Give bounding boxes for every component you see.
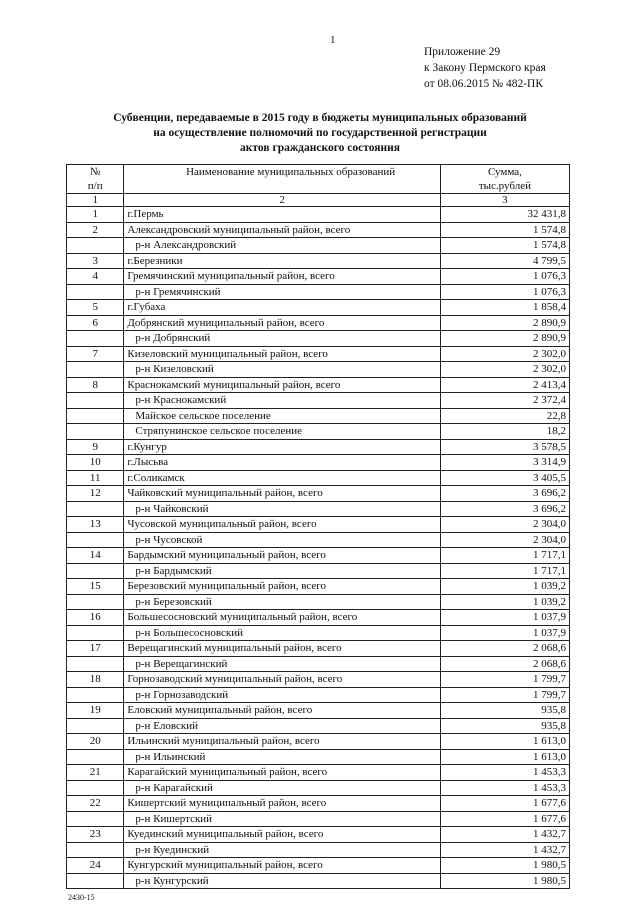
row-sum: 2 302,0 xyxy=(440,362,569,378)
table-row xyxy=(67,563,570,579)
row-sum: 2 068,6 xyxy=(440,641,569,657)
row-num xyxy=(67,687,124,703)
row-name: р-н Верещагинский xyxy=(124,656,440,672)
row-sum: 935,8 xyxy=(440,703,569,719)
appendix-line1: Приложение 29 xyxy=(424,46,501,58)
header-num-line2: п/п xyxy=(87,180,103,192)
column-number-1: 1 xyxy=(67,194,124,207)
row-num: 2 xyxy=(67,222,124,238)
table-row xyxy=(67,517,570,533)
row-num: 21 xyxy=(67,765,124,781)
row-num: 11 xyxy=(67,470,124,486)
row-name: г.Лысьва xyxy=(124,455,440,471)
row-name: р-н Кишертский xyxy=(124,811,440,827)
row-sum: 1 677,6 xyxy=(440,796,569,812)
row-num: 13 xyxy=(67,517,124,533)
row-sum: 1 799,7 xyxy=(440,687,569,703)
row-sum: 4 799,5 xyxy=(440,253,569,269)
row-num: 7 xyxy=(67,346,124,362)
row-sum: 1 613,0 xyxy=(440,749,569,765)
row-sum: 1 574,8 xyxy=(440,222,569,238)
row-num: 4 xyxy=(67,269,124,285)
row-name: р-н Ильинский xyxy=(124,749,440,765)
row-num xyxy=(67,393,124,409)
table-row xyxy=(67,269,570,285)
table-row xyxy=(67,284,570,300)
row-sum: 1 799,7 xyxy=(440,672,569,688)
row-name: р-н Карагайский xyxy=(124,780,440,796)
row-num xyxy=(67,656,124,672)
row-name: Кишертский муниципальный район, всего xyxy=(124,796,440,812)
table-row xyxy=(67,656,570,672)
table-row xyxy=(67,501,570,517)
title-line3: актов гражданского состояния xyxy=(240,142,400,154)
row-name: Горнозаводский муниципальный район, всего xyxy=(124,672,440,688)
table-row xyxy=(67,315,570,331)
row-num xyxy=(67,625,124,641)
table-row xyxy=(67,439,570,455)
row-num: 23 xyxy=(67,827,124,843)
table-row xyxy=(67,532,570,548)
row-sum: 1 613,0 xyxy=(440,734,569,750)
appendix-line2: к Закону Пермского края xyxy=(424,62,546,74)
row-num: 16 xyxy=(67,610,124,626)
row-name: р-н Березовский xyxy=(124,594,440,610)
table-row xyxy=(67,346,570,362)
column-number-row xyxy=(67,194,570,207)
row-sum: 1 432,7 xyxy=(440,842,569,858)
row-sum: 1 453,3 xyxy=(440,765,569,781)
row-name: г.Соликамск xyxy=(124,470,440,486)
row-num: 20 xyxy=(67,734,124,750)
row-name: Еловский муниципальный район, всего xyxy=(124,703,440,719)
header-sum-line2: тыс.рублей xyxy=(478,180,531,192)
header-num-line1: № xyxy=(89,166,101,178)
row-num: 18 xyxy=(67,672,124,688)
table-row xyxy=(67,408,570,424)
row-name: Карагайский муниципальный район, всего xyxy=(124,765,440,781)
table-row xyxy=(67,222,570,238)
row-sum: 3 578,5 xyxy=(440,439,569,455)
table-row xyxy=(67,827,570,843)
row-num: 5 xyxy=(67,300,124,316)
row-sum: 1 076,3 xyxy=(440,284,569,300)
row-name: Березовский муниципальный район, всего xyxy=(124,579,440,595)
row-name: Добрянский муниципальный район, всего xyxy=(124,315,440,331)
row-sum: 2 302,0 xyxy=(440,346,569,362)
table-row xyxy=(67,765,570,781)
row-num xyxy=(67,532,124,548)
table-row xyxy=(67,424,570,440)
row-num xyxy=(67,238,124,254)
table-row xyxy=(67,207,570,223)
row-num xyxy=(67,501,124,517)
header-num xyxy=(67,165,124,194)
row-name: Верещагинский муниципальный район, всего xyxy=(124,641,440,657)
row-name: р-н Чайковский xyxy=(124,501,440,517)
document-title xyxy=(80,111,560,156)
table-row xyxy=(67,470,570,486)
row-sum: 1 037,9 xyxy=(440,610,569,626)
table-row xyxy=(67,393,570,409)
row-num xyxy=(67,749,124,765)
row-name: Майское сельское поселение xyxy=(124,408,440,424)
table-row xyxy=(67,672,570,688)
header-sum xyxy=(440,165,569,194)
row-sum: 2 890,9 xyxy=(440,315,569,331)
row-num xyxy=(67,408,124,424)
title-line2: на осуществление полномочий по государственной регистрации xyxy=(153,127,487,139)
table-row xyxy=(67,734,570,750)
table-row xyxy=(67,548,570,564)
row-name: г.Пермь xyxy=(124,207,440,223)
row-num: 15 xyxy=(67,579,124,595)
row-name: Гремячинский муниципальный район, всего xyxy=(124,269,440,285)
row-num: 10 xyxy=(67,455,124,471)
row-num xyxy=(67,780,124,796)
row-num: 17 xyxy=(67,641,124,657)
header-sum-line1: Сумма, xyxy=(487,166,522,178)
row-sum: 3 405,5 xyxy=(440,470,569,486)
table-row xyxy=(67,486,570,502)
table-row xyxy=(67,455,570,471)
row-num: 24 xyxy=(67,858,124,874)
row-num: 19 xyxy=(67,703,124,719)
row-sum: 18,2 xyxy=(440,424,569,440)
row-num xyxy=(67,424,124,440)
column-number-3: 3 xyxy=(440,194,569,207)
row-num: 8 xyxy=(67,377,124,393)
header-name: Наименование муниципальных образований xyxy=(124,165,440,194)
row-sum: 32 431,8 xyxy=(440,207,569,223)
row-num: 14 xyxy=(67,548,124,564)
row-sum: 1 858,4 xyxy=(440,300,569,316)
row-name: р-н Кизеловский xyxy=(124,362,440,378)
row-sum: 1 453,3 xyxy=(440,780,569,796)
row-sum: 1 432,7 xyxy=(440,827,569,843)
table-row xyxy=(67,811,570,827)
appendix-block xyxy=(424,44,546,92)
row-num: 1 xyxy=(67,207,124,223)
row-name: Чусовской муниципальный район, всего xyxy=(124,517,440,533)
row-name: р-н Добрянский xyxy=(124,331,440,347)
appendix-line3: от 08.06.2015 № 482-ПК xyxy=(424,78,544,90)
row-num xyxy=(67,284,124,300)
row-sum: 2 890,9 xyxy=(440,331,569,347)
row-sum: 2 372,4 xyxy=(440,393,569,409)
table-row xyxy=(67,796,570,812)
table-row xyxy=(67,610,570,626)
table-row xyxy=(67,594,570,610)
row-sum: 935,8 xyxy=(440,718,569,734)
row-name: р-н Большесосновский xyxy=(124,625,440,641)
table-row xyxy=(67,377,570,393)
row-sum: 1 039,2 xyxy=(440,594,569,610)
row-num xyxy=(67,842,124,858)
row-name: р-н Александровский xyxy=(124,238,440,254)
row-name: Куединский муниципальный район, всего xyxy=(124,827,440,843)
row-sum: 1 039,2 xyxy=(440,579,569,595)
table-row xyxy=(67,858,570,874)
row-sum: 1 717,1 xyxy=(440,548,569,564)
title-line1: Субвенции, передаваемые в 2015 году в бюджеты муниципальных образований xyxy=(113,112,527,124)
table-row xyxy=(67,300,570,316)
row-sum: 1 037,9 xyxy=(440,625,569,641)
row-name: р-н Горнозаводский xyxy=(124,687,440,703)
row-num: 6 xyxy=(67,315,124,331)
row-sum: 2 413,4 xyxy=(440,377,569,393)
row-num: 3 xyxy=(67,253,124,269)
row-sum: 1 076,3 xyxy=(440,269,569,285)
footer-code: 2430-15 xyxy=(68,893,95,902)
row-sum: 1 980,5 xyxy=(440,858,569,874)
row-sum: 3 314,9 xyxy=(440,455,569,471)
table-row xyxy=(67,749,570,765)
table-row xyxy=(67,253,570,269)
row-name: р-н Куединский xyxy=(124,842,440,858)
row-name: Большесосновский муниципальный район, всего xyxy=(124,610,440,626)
row-name: Ильинский муниципальный район, всего xyxy=(124,734,440,750)
subventions-table xyxy=(66,164,570,889)
table-row xyxy=(67,331,570,347)
table-row xyxy=(67,842,570,858)
row-name: р-н Краснокамский xyxy=(124,393,440,409)
row-sum: 1 574,8 xyxy=(440,238,569,254)
table-row xyxy=(67,687,570,703)
row-name: Кунгурский муниципальный район, всего xyxy=(124,858,440,874)
table-row xyxy=(67,780,570,796)
row-name: г.Кунгур xyxy=(124,439,440,455)
row-sum: 1 980,5 xyxy=(440,873,569,889)
row-num xyxy=(67,362,124,378)
row-name: р-н Чусовской xyxy=(124,532,440,548)
table-body xyxy=(67,207,570,889)
row-num xyxy=(67,718,124,734)
table-row xyxy=(67,873,570,889)
row-name: р-н Бардымский xyxy=(124,563,440,579)
row-sum: 22,8 xyxy=(440,408,569,424)
table-row xyxy=(67,238,570,254)
row-sum: 2 304,0 xyxy=(440,517,569,533)
table-row xyxy=(67,718,570,734)
table-row xyxy=(67,625,570,641)
table-row xyxy=(67,641,570,657)
row-sum: 2 304,0 xyxy=(440,532,569,548)
row-num xyxy=(67,563,124,579)
row-name: Стряпунинское сельское поселение xyxy=(124,424,440,440)
row-sum: 1 677,6 xyxy=(440,811,569,827)
row-name: Краснокамский муниципальный район, всего xyxy=(124,377,440,393)
row-sum: 3 696,2 xyxy=(440,501,569,517)
row-num: 9 xyxy=(67,439,124,455)
table-row xyxy=(67,703,570,719)
row-num: 22 xyxy=(67,796,124,812)
row-name: р-н Еловский xyxy=(124,718,440,734)
row-num: 12 xyxy=(67,486,124,502)
row-sum: 1 717,1 xyxy=(440,563,569,579)
row-name: г.Березники xyxy=(124,253,440,269)
row-name: Чайковский муниципальный район, всего xyxy=(124,486,440,502)
row-name: г.Губаха xyxy=(124,300,440,316)
row-name: Кизеловский муниципальный район, всего xyxy=(124,346,440,362)
row-num xyxy=(67,811,124,827)
row-sum: 3 696,2 xyxy=(440,486,569,502)
row-sum: 2 068,6 xyxy=(440,656,569,672)
row-num xyxy=(67,331,124,347)
row-num xyxy=(67,873,124,889)
row-name: р-н Гремячинский xyxy=(124,284,440,300)
row-name: Бардымский муниципальный район, всего xyxy=(124,548,440,564)
table-row xyxy=(67,579,570,595)
column-number-2: 2 xyxy=(124,194,440,207)
row-name: р-н Кунгурский xyxy=(124,873,440,889)
table-header-row xyxy=(67,165,570,194)
table-row xyxy=(67,362,570,378)
row-num xyxy=(67,594,124,610)
row-name: Александровский муниципальный район, всего xyxy=(124,222,440,238)
page-number: 1 xyxy=(330,34,336,46)
